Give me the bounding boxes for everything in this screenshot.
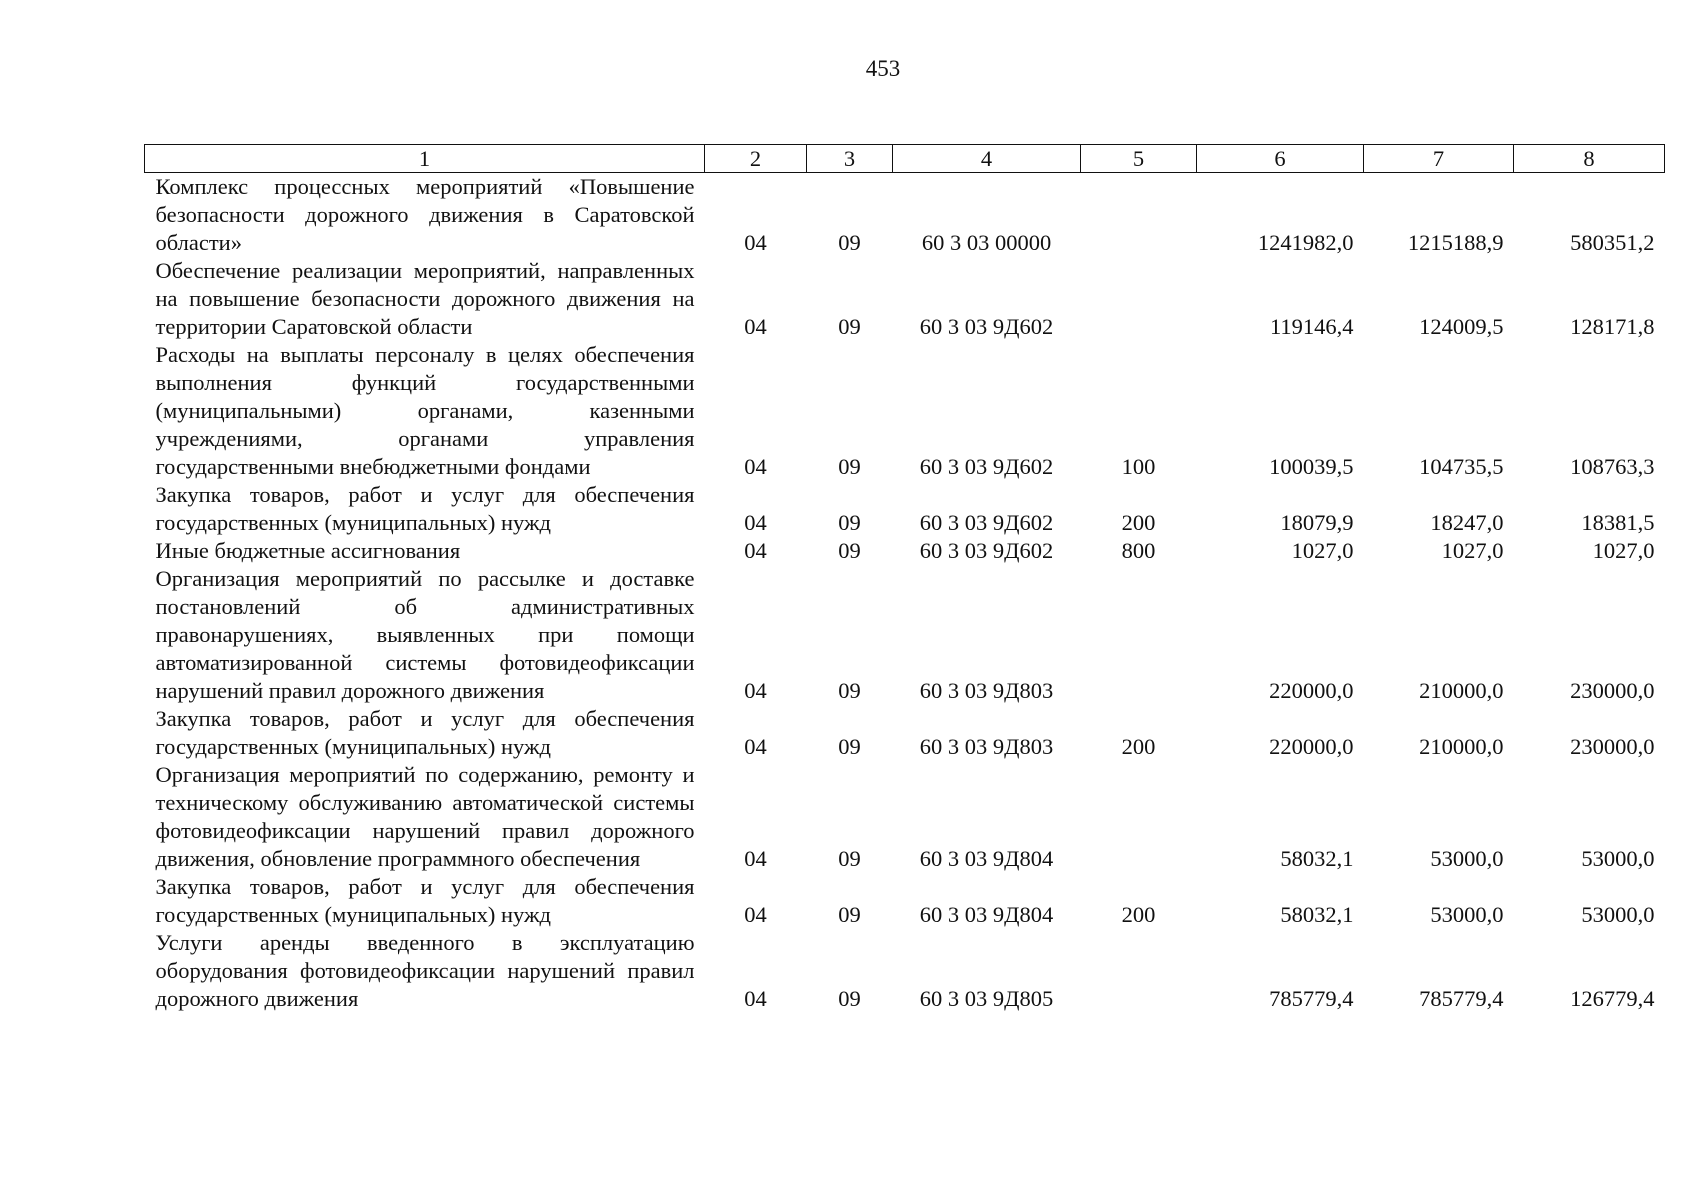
expense-type-code: 200 (1121, 734, 1156, 759)
table-row (145, 341, 1665, 481)
expense-type-code (1081, 761, 1197, 873)
table-row (145, 537, 1665, 565)
row-description: Закупка товаров, работ и услуг для обеспечения государственных (муниципальных) нужд (155, 706, 695, 759)
amount-column-6: 220000,0 (1269, 678, 1354, 703)
subsection-code: 09 (838, 846, 861, 871)
amount-column-8: 1027,0 (1592, 538, 1655, 563)
amount-column-7: 785779,4 (1419, 986, 1504, 1011)
amount-column-7: 1215188,9 (1407, 230, 1504, 255)
amount-column-8: 53000,0 (1581, 846, 1655, 871)
amount-column-8: 580351,2 (1570, 230, 1655, 255)
column-header: 7 (1364, 145, 1514, 173)
amount-column-6: 1027,0 (1291, 538, 1354, 563)
target-article-code: 60 3 03 9Д805 (919, 986, 1054, 1011)
row-description: Закупка товаров, работ и услуг для обеспечения государственных (муниципальных) нужд (155, 482, 695, 535)
expense-type-code: 800 (1121, 538, 1156, 563)
row-description: Иные бюджетные ассигнования (155, 538, 461, 563)
row-description: Расходы на выплаты персоналу в целях обеспечения выполнения функций государственными (муниципальными) органами, казенными учреждениями, органами управления государственными внебюджетными фондами (155, 342, 695, 479)
amount-column-8: 126779,4 (1570, 986, 1655, 1011)
expense-type-code: 200 (1121, 902, 1156, 927)
section-code: 04 (744, 454, 767, 479)
amount-column-8: 128171,8 (1570, 314, 1655, 339)
subsection-code: 09 (838, 510, 861, 535)
expense-type-code (1081, 565, 1197, 705)
expense-type-code (1081, 257, 1197, 341)
column-header: 8 (1514, 145, 1665, 173)
column-header: 2 (705, 145, 807, 173)
section-code: 04 (744, 230, 767, 255)
table-row (145, 873, 1665, 929)
target-article-code: 60 3 03 9Д804 (919, 846, 1054, 871)
section-code: 04 (744, 538, 767, 563)
section-code: 04 (744, 986, 767, 1011)
amount-column-6: 100039,5 (1269, 454, 1354, 479)
amount-column-6: 58032,1 (1280, 902, 1354, 927)
amount-column-6: 220000,0 (1269, 734, 1354, 759)
target-article-code: 60 3 03 9Д602 (919, 454, 1054, 479)
section-code: 04 (744, 734, 767, 759)
budget-table (144, 144, 1665, 1013)
subsection-code: 09 (838, 314, 861, 339)
section-code: 04 (744, 510, 767, 535)
table-body (145, 173, 1665, 1014)
amount-column-7: 18247,0 (1430, 510, 1504, 535)
amount-column-8: 53000,0 (1581, 902, 1655, 927)
row-description: Закупка товаров, работ и услуг для обеспечения государственных (муниципальных) нужд (155, 874, 695, 927)
column-header: 4 (893, 145, 1081, 173)
table-row (145, 929, 1665, 1013)
target-article-code: 60 3 03 00000 (921, 230, 1052, 255)
row-description: Комплекс процессных мероприятий «Повышение безопасности дорожного движения в Саратовской области» (155, 174, 695, 255)
header-row (145, 145, 1665, 173)
target-article-code: 60 3 03 9Д803 (919, 678, 1054, 703)
table-row (145, 565, 1665, 705)
target-article-code: 60 3 03 9Д804 (919, 902, 1054, 927)
amount-column-7: 124009,5 (1419, 314, 1504, 339)
amount-column-8: 108763,3 (1570, 454, 1655, 479)
section-code: 04 (744, 846, 767, 871)
amount-column-7: 104735,5 (1419, 454, 1504, 479)
subsection-code: 09 (838, 986, 861, 1011)
column-header: 5 (1081, 145, 1197, 173)
target-article-code: 60 3 03 9Д602 (919, 510, 1054, 535)
table-header (145, 145, 1665, 173)
amount-column-6: 1241982,0 (1257, 230, 1354, 255)
amount-column-8: 230000,0 (1570, 678, 1655, 703)
amount-column-8: 230000,0 (1570, 734, 1655, 759)
table-row (145, 705, 1665, 761)
expense-type-code (1081, 929, 1197, 1013)
section-code: 04 (744, 902, 767, 927)
expense-type-code: 200 (1121, 510, 1156, 535)
column-header: 6 (1197, 145, 1364, 173)
amount-column-7: 1027,0 (1441, 538, 1504, 563)
subsection-code: 09 (838, 678, 861, 703)
amount-column-6: 58032,1 (1280, 846, 1354, 871)
row-description: Организация мероприятий по содержанию, ремонту и техническому обслуживанию автоматической системы фотовидеофиксации нарушений правил дорожного движения, обновление программного обеспечения (155, 762, 695, 871)
amount-column-7: 210000,0 (1419, 734, 1504, 759)
row-description: Обеспечение реализации мероприятий, направленных на повышение безопасности дорожного движения на территории Саратовской области (155, 258, 695, 339)
amount-column-7: 53000,0 (1430, 846, 1504, 871)
expense-type-code (1081, 173, 1197, 258)
section-code: 04 (744, 678, 767, 703)
target-article-code: 60 3 03 9Д602 (919, 314, 1054, 339)
subsection-code: 09 (838, 454, 861, 479)
column-header: 1 (145, 145, 705, 173)
row-description: Услуги аренды введенного в эксплуатацию оборудования фотовидеофиксации нарушений правил дорожного движения (155, 930, 695, 1011)
table-row (145, 257, 1665, 341)
amount-column-6: 18079,9 (1280, 510, 1354, 535)
amount-column-6: 119146,4 (1269, 314, 1354, 339)
page-number: 453 (865, 56, 901, 81)
target-article-code: 60 3 03 9Д602 (919, 538, 1054, 563)
subsection-code: 09 (838, 230, 861, 255)
table-row (145, 761, 1665, 873)
row-description: Организация мероприятий по рассылке и доставке постановлений об административных правонарушениях, выявленных при помощи автоматизированной системы фотовидеофиксации нарушений правил дорожного движения (155, 566, 695, 703)
subsection-code: 09 (838, 538, 861, 563)
target-article-code: 60 3 03 9Д803 (919, 734, 1054, 759)
subsection-code: 09 (838, 734, 861, 759)
table-row (145, 481, 1665, 537)
column-header: 3 (807, 145, 893, 173)
amount-column-7: 53000,0 (1430, 902, 1504, 927)
amount-column-8: 18381,5 (1581, 510, 1655, 535)
section-code: 04 (744, 314, 767, 339)
table-row (145, 173, 1665, 258)
amount-column-6: 785779,4 (1269, 986, 1354, 1011)
subsection-code: 09 (838, 902, 861, 927)
expense-type-code: 100 (1121, 454, 1156, 479)
amount-column-7: 210000,0 (1419, 678, 1504, 703)
